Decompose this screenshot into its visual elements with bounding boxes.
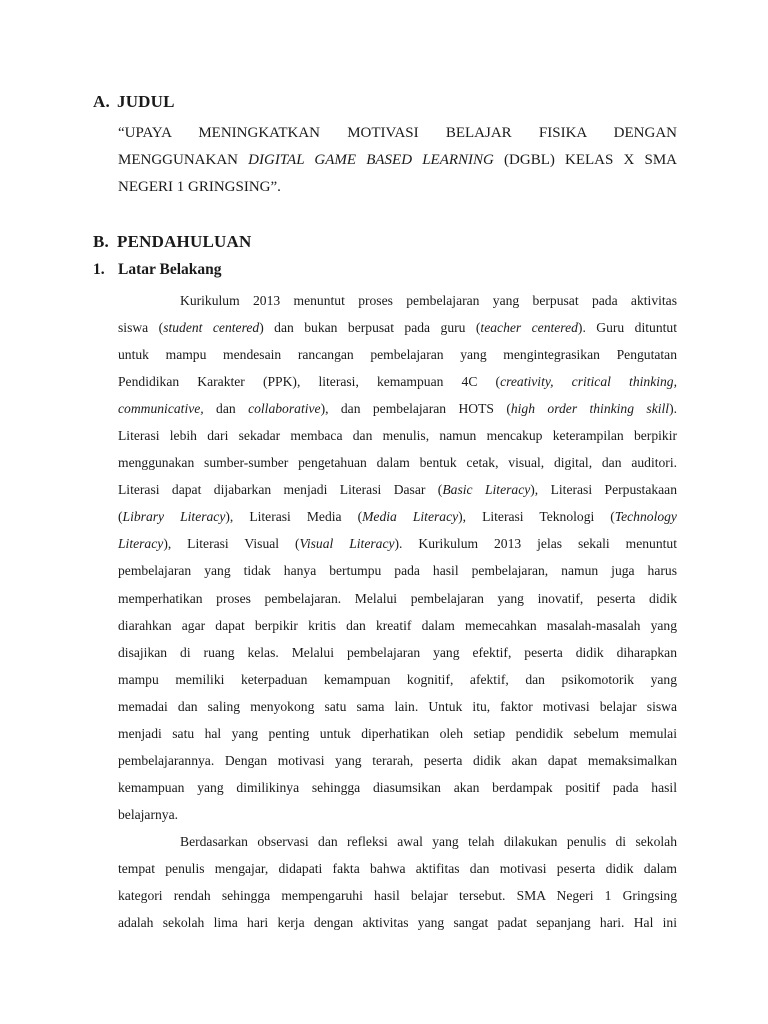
judul-line-1: “UPAYA MENINGKATKAN MOTIVASI BELAJAR FISIKA DENGAN [118, 125, 677, 141]
text-line [118, 855, 677, 882]
italic-term: Media Literacy [362, 509, 459, 525]
text-run: mampu memiliki keterpaduan kemampuan kognitif, afektif, dan psikomotorik yang [118, 671, 677, 687]
italic-term: creativity, critical thinking, [500, 374, 677, 390]
text-line [118, 395, 677, 422]
italic-term: communicative, [118, 401, 204, 417]
text-run: diarahkan agar dapat berpikir kritis dan kreatif dalam memecahkan masalah-masalah yang [118, 617, 677, 633]
judul-line-2 [118, 147, 677, 174]
text-line [118, 530, 677, 557]
text-run: ), dan pembelajaran HOTS ( [320, 401, 511, 417]
section-title: JUDUL [117, 92, 175, 111]
italic-term: Library Literacy [122, 509, 226, 525]
text-line [118, 828, 677, 855]
text-line [118, 341, 677, 368]
section-number: B. [93, 232, 109, 251]
judul-line-2-pre: MENGGUNAKAN [118, 152, 249, 168]
subsection-heading-latar-belakang [93, 261, 222, 279]
text-run: belajarnya. [118, 806, 179, 822]
text-run: ), Literasi Teknologi ( [458, 509, 615, 525]
text-run: disajikan di ruang kelas. Melalui pembelajaran yang efektif, peserta didik diharapkan [118, 644, 677, 660]
text-run: tempat penulis mengajar, didapati fakta bahwa aktifitas dan motivasi peserta didik dalam [118, 860, 677, 876]
text-line [118, 314, 677, 341]
section-heading-judul [93, 92, 175, 112]
text-run: Literasi dapat dijabarkan menjadi Literasi Dasar ( [118, 482, 443, 498]
text-run: pembelajarannya. Dengan motivasi yang terarah, peserta didik akan dapat memaksimalkan [118, 752, 677, 768]
text-line [118, 287, 677, 314]
text-run: ). Guru dituntut [577, 320, 677, 336]
text-line [118, 557, 677, 584]
text-run: ), Literasi Visual ( [163, 536, 300, 552]
text-line [118, 882, 677, 909]
text-run: ). Kurikulum 2013 jelas sekali menuntut [394, 536, 677, 552]
text-run: menggunakan sumber-sumber pengetahuan dalam bentuk cetak, visual, digital, dan auditori. [118, 455, 677, 471]
section-title: PENDAHULUAN [117, 232, 252, 251]
judul-line-3: NEGERI 1 GRINGSING”. [118, 179, 281, 195]
text-line [118, 422, 677, 449]
text-line [118, 612, 677, 639]
text-line [118, 476, 677, 503]
text-run: Pendidikan Karakter (PPK), literasi, kemampuan 4C ( [118, 374, 501, 390]
body-text [118, 287, 677, 936]
italic-term: Technology [614, 509, 677, 525]
text-run: adalah sekolah lima hari kerja dengan aktivitas yang sangat padat sepanjang hari. Hal ini [118, 915, 677, 931]
paragraph-1 [118, 287, 677, 828]
text-line [118, 747, 677, 774]
italic-term: Basic Literacy [442, 482, 531, 498]
judul-line-2-post: (DGBL) KELAS X SMA [493, 152, 678, 168]
subsection-title: Latar Belakang [118, 261, 222, 278]
section-heading-pendahuluan [93, 232, 251, 252]
section-number: A. [93, 92, 110, 111]
text-line [118, 774, 677, 801]
text-run: ), Literasi Media ( [225, 509, 363, 525]
paragraph-2 [118, 828, 677, 936]
text-line [118, 909, 677, 936]
text-run: memperhatikan proses pembelajaran. Melalui pembelajaran yang inovatif, peserta didik [118, 590, 677, 606]
text-line [118, 720, 677, 747]
text-run: siswa ( [118, 320, 164, 336]
text-line [118, 368, 677, 395]
text-run: kemampuan yang dimilikinya sehingga diasumsikan akan berdampak positif pada hasil [118, 779, 677, 795]
text-run: Literasi lebih dari sekadar membaca dan menulis, namun mencakup keterampilan berpikir [118, 428, 677, 444]
text-run: memadai dan saling menyokong satu sama lain. Untuk itu, faktor motivasi belajar siswa [118, 698, 677, 714]
judul-text [118, 120, 677, 201]
text-line [118, 503, 677, 530]
text-line [118, 693, 677, 720]
text-run: pembelajaran yang tidak hanya bertumpu pada hasil pembelajaran, namun juga harus [118, 563, 677, 579]
text-line [118, 585, 677, 612]
italic-term: Literacy [118, 536, 164, 552]
text-run: kategori rendah sehingga mempengaruhi hasil belajar tersebut. SMA Negeri 1 Gringsing [118, 888, 677, 904]
text-run: ) dan bukan berpusat pada guru ( [259, 320, 481, 336]
italic-term: student centered [163, 320, 260, 336]
text-run: menjadi satu hal yang penting untuk diperhatikan oleh setiap pendidik sebelum memulai [118, 725, 677, 741]
text-run: ). [669, 401, 677, 417]
text-line [118, 639, 677, 666]
text-line [118, 801, 677, 828]
text-run: ), Literasi Perpustakaan [530, 482, 678, 498]
italic-term: high order thinking skill [510, 401, 670, 417]
text-run: Kurikulum 2013 menuntut proses pembelajaran yang berpusat pada aktivitas [180, 293, 677, 308]
text-run: untuk mampu mendesain rancangan pembelajaran yang mengintegrasikan Pengutatan [118, 347, 677, 363]
text-line [118, 449, 677, 476]
subsection-number: 1. [93, 261, 105, 278]
judul-line-2-italic: DIGITAL GAME BASED LEARNING [248, 152, 494, 168]
italic-term: collaborative [248, 401, 321, 417]
text-line [118, 666, 677, 693]
text-run: ( [118, 509, 123, 525]
text-run: dan [203, 401, 249, 417]
italic-term: Visual Literacy [299, 536, 395, 552]
text-run: Berdasarkan observasi dan refleksi awal yang telah dilakukan penulis di sekolah [180, 833, 677, 849]
italic-term: teacher centered [480, 320, 578, 336]
